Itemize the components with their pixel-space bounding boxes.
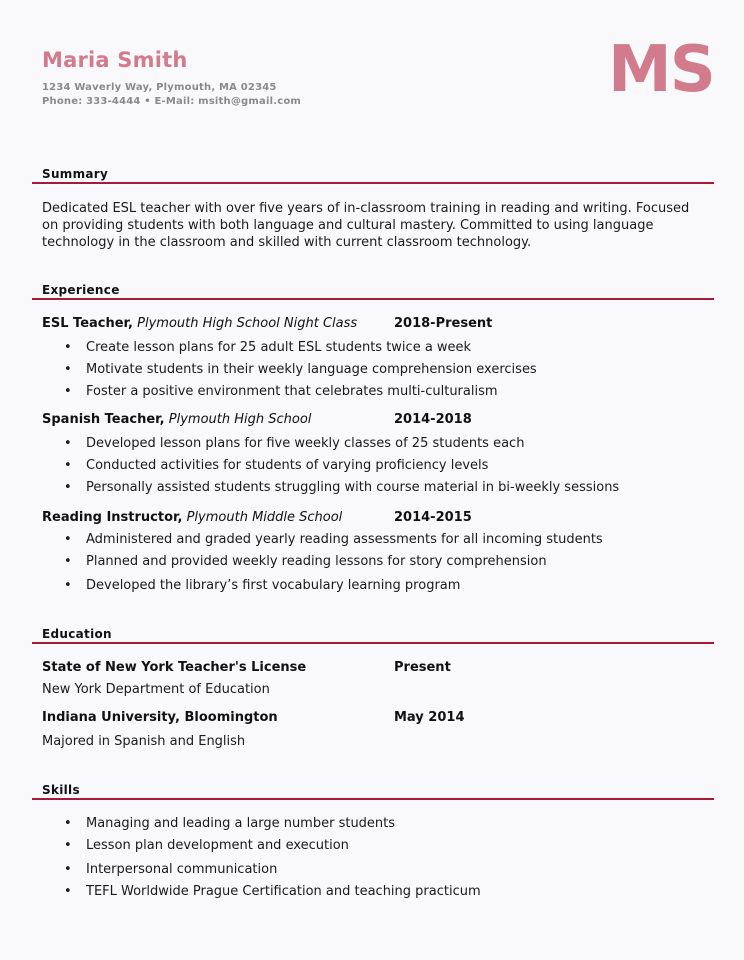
education-detail: New York Department of Education xyxy=(42,682,270,697)
bullet-icon: • xyxy=(64,862,72,877)
education-detail: Majored in Spanish and English xyxy=(42,734,246,749)
experience-heading: Experience xyxy=(42,283,120,297)
list-item-text: TEFL Worldwide Prague Certification and teaching practicum xyxy=(86,884,481,899)
bullet-icon: • xyxy=(64,532,72,547)
job-title-line xyxy=(42,510,342,525)
address-line: 1234 Waverly Way, Plymouth, MA 02345 xyxy=(42,82,277,93)
education-heading: Education xyxy=(42,627,112,641)
list-item xyxy=(64,554,547,569)
job-dates: 2014-2015 xyxy=(394,510,472,525)
list-item xyxy=(64,884,481,899)
bullet-icon: • xyxy=(64,340,72,355)
education-name: State of New York Teacher's License xyxy=(42,660,307,675)
list-item-text: Developed lesson plans for five weekly classes of 25 students each xyxy=(86,436,525,451)
list-item xyxy=(64,384,498,399)
bullet-icon: • xyxy=(64,884,72,899)
list-item-text: Personally assisted students struggling with course material in bi-weekly sessions xyxy=(86,480,620,495)
list-item-text: Conducted activities for students of varying proficiency levels xyxy=(86,458,489,473)
list-item xyxy=(64,480,619,495)
bullet-icon: • xyxy=(64,384,72,399)
list-item-text: Administered and graded yearly reading assessments for all incoming students xyxy=(86,532,603,547)
list-item-text: Create lesson plans for 25 adult ESL students twice a week xyxy=(86,340,472,355)
list-item-text: Developed the library’s first vocabulary learning program xyxy=(86,578,461,593)
job-dates: 2018-Present xyxy=(394,316,493,331)
experience-divider xyxy=(32,298,714,300)
job-role: Reading Instructor, xyxy=(42,510,183,525)
list-item-text: Planned and provided weekly reading lessons for story comprehension xyxy=(86,554,547,569)
list-item xyxy=(64,362,537,377)
summary-line: Dedicated ESL teacher with over five years of in-classroom training in reading and writing. Focused xyxy=(42,201,690,216)
list-item-text: Foster a positive environment that celebrates multi-culturalism xyxy=(86,384,498,399)
candidate-name: Maria Smith xyxy=(42,48,188,72)
list-item xyxy=(64,862,277,877)
education-date: May 2014 xyxy=(394,710,465,725)
list-item-text: Lesson plan development and execution xyxy=(86,838,349,853)
skills-heading: Skills xyxy=(42,783,80,797)
job-dates: 2014-2018 xyxy=(394,412,472,427)
list-item xyxy=(64,838,349,853)
bullet-icon: • xyxy=(64,554,72,569)
bullet-icon: • xyxy=(64,458,72,473)
monogram: MS xyxy=(608,33,714,107)
list-item-text: Interpersonal communication xyxy=(86,862,278,877)
bullet-icon: • xyxy=(64,480,72,495)
bullet-icon: • xyxy=(64,838,72,853)
bullet-icon: • xyxy=(64,436,72,451)
education-date: Present xyxy=(394,660,451,675)
list-item-text: Motivate students in their weekly language comprehension exercises xyxy=(86,362,537,377)
list-item xyxy=(64,436,524,451)
summary-divider xyxy=(32,182,714,184)
bullet-icon: • xyxy=(64,578,72,593)
bullet-icon: • xyxy=(64,362,72,377)
skills-divider xyxy=(32,798,714,800)
list-item xyxy=(64,340,471,355)
bullet-icon: • xyxy=(64,816,72,831)
job-place: Plymouth High School xyxy=(168,412,312,427)
job-title-line xyxy=(42,412,311,427)
summary-line: technology in the classroom and skilled with current classroom technology. xyxy=(42,235,532,250)
list-item xyxy=(64,816,395,831)
job-role: Spanish Teacher, xyxy=(42,412,165,427)
education-name: Indiana University, Bloomington xyxy=(42,710,278,725)
education-divider xyxy=(32,642,714,644)
job-place: Plymouth Middle School xyxy=(186,510,343,525)
list-item xyxy=(64,578,460,593)
summary-heading: Summary xyxy=(42,167,109,181)
job-title-line xyxy=(42,316,357,331)
list-item xyxy=(64,532,603,547)
summary-line: on providing students with both language and cultural mastery. Committed to using language xyxy=(42,218,654,233)
list-item-text: Managing and leading a large number students xyxy=(86,816,396,831)
list-item xyxy=(64,458,488,473)
job-place: Plymouth High School Night Class xyxy=(137,316,358,331)
contact-line: Phone: 333-4444 • E-Mail: msith@gmail.com xyxy=(42,96,302,107)
job-role: ESL Teacher, xyxy=(42,316,133,331)
